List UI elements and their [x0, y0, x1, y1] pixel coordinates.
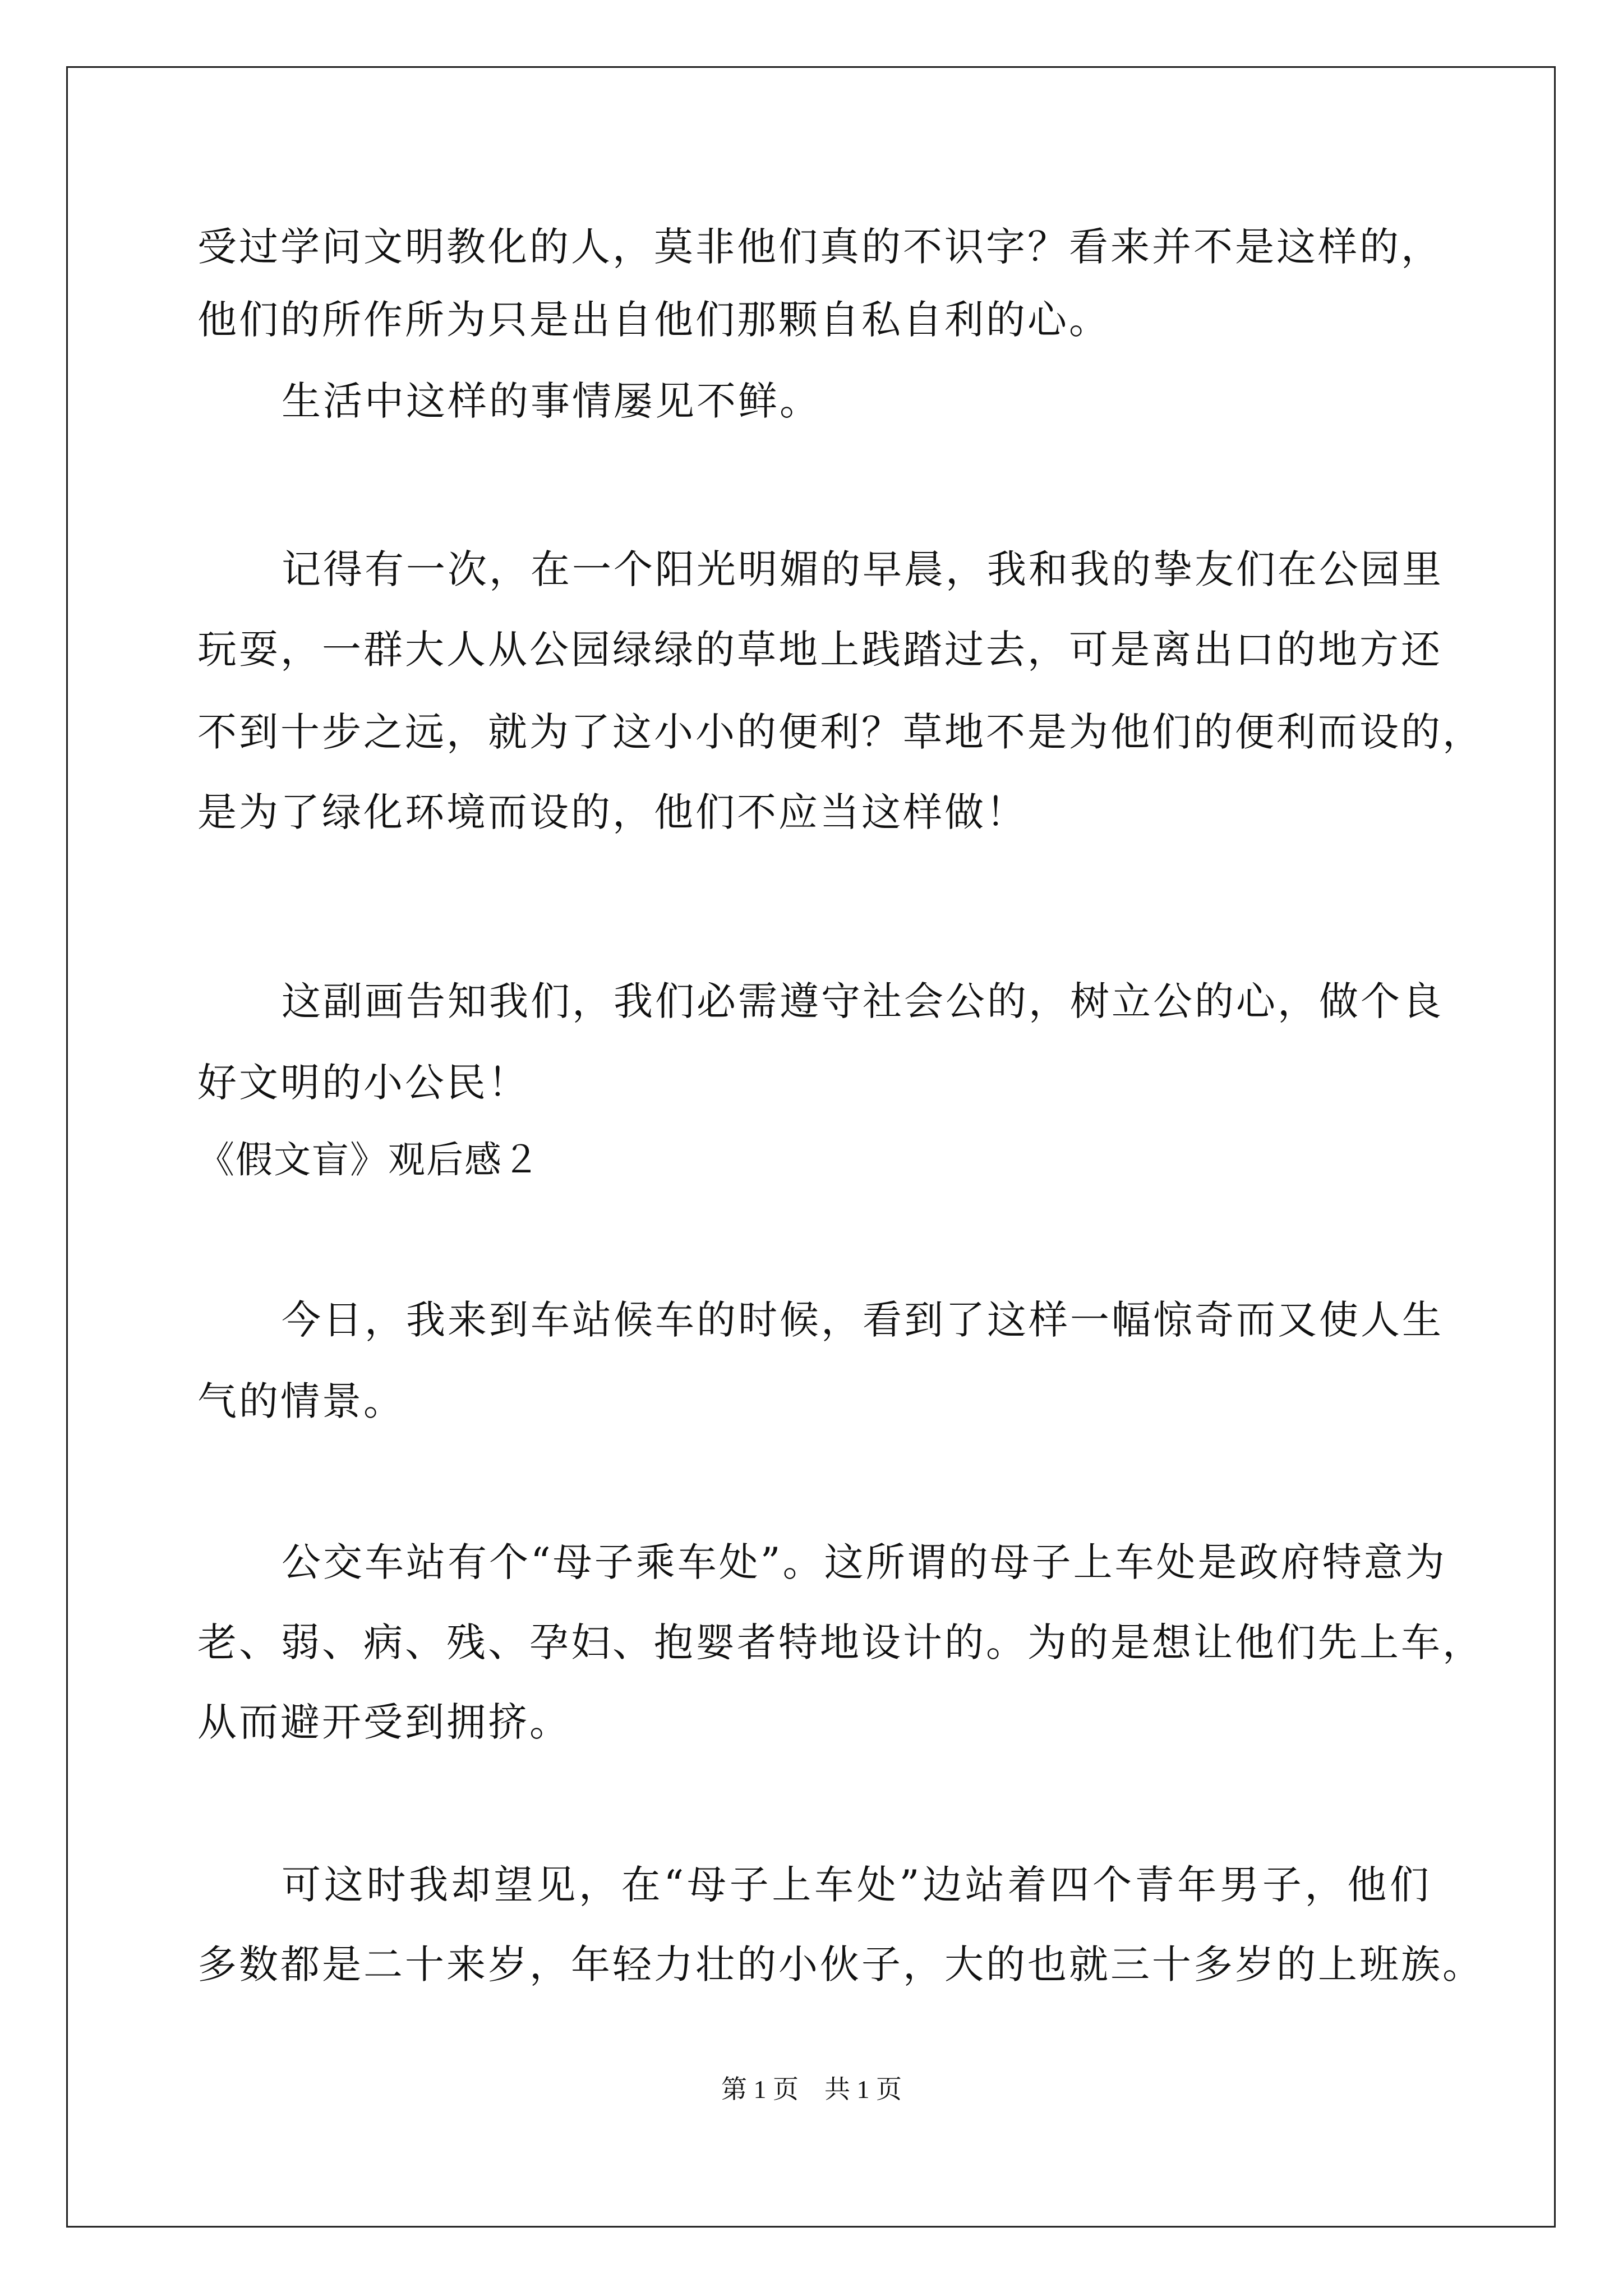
paragraph-line: 是为了绿化环境而设的，他们不应当这样做！: [197, 789, 1027, 835]
paragraph-line: 这副画告知我们，我们必需遵守社会公的，树立公的心，做个良: [282, 978, 1444, 1024]
paragraph-line: 多数都是二十来岁，年轻力壮的小伙子，大的也就三十多岁的上班族。: [197, 1941, 1484, 1987]
paragraph-line: 生活中这样的事情屡见不鲜。: [282, 378, 821, 424]
paragraph-line: 可这时我却望见，在“母子上车处”边站着四个青年男子，他们: [282, 1862, 1431, 1908]
section-heading: 《假文盲》观后感２: [197, 1138, 541, 1181]
paragraph-line: 玩耍，一群大人从公园绿绿的草地上践踏过去，可是离出口的地方还: [197, 627, 1442, 673]
page-number-footer: 第 1 页 共 1 页: [721, 2075, 902, 2104]
paragraph-line: 今日，我来到车站候车的时候，看到了这样一幅惊奇而又使人生: [282, 1297, 1444, 1343]
paragraph-line: 不到十步之远，就为了这小小的便利？草地不是为他们的便利而设的，: [197, 709, 1484, 755]
paragraph-line: 从而避开受到拥挤。: [197, 1699, 571, 1745]
paragraph-line: 受过学问文明教化的人，莫非他们真的不识字？看来并不是这样的，: [197, 224, 1442, 270]
paragraph-line: 好文明的小公民！: [197, 1060, 529, 1106]
paragraph-line: 老、弱、病、残、孕妇、抱婴者特地设计的。为的是想让他们先上车，: [197, 1619, 1484, 1665]
paragraph-line: 记得有一次，在一个阳光明媚的早晨，我和我的挚友们在公园里: [282, 546, 1444, 592]
paragraph-line: 气的情景。: [197, 1378, 405, 1424]
paragraph-line: 公交车站有个“母子乘车处”。这所谓的母子上车处是政府特意为: [282, 1539, 1447, 1585]
paragraph-line: 他们的所作所为只是出自他们那颗自私自利的心。: [197, 297, 1110, 343]
